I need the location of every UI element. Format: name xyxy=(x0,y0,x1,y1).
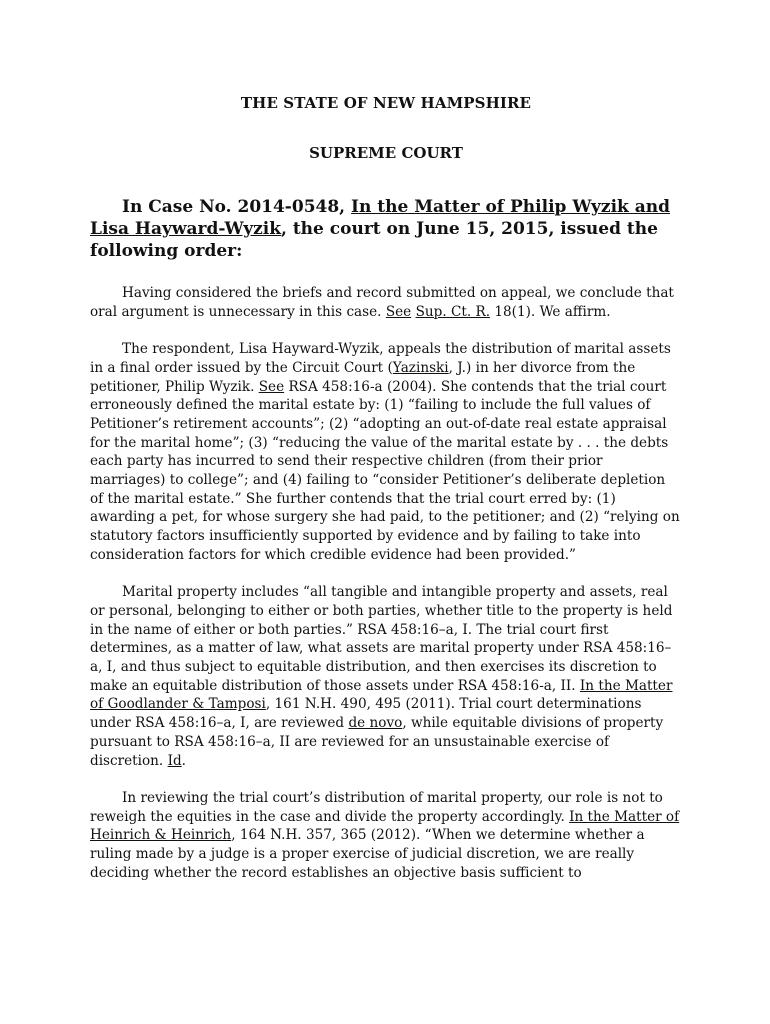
paragraph-2-text-end: RSA 458:16-a (2004). She contends that the trial court erroneously defined the marital estate by: (1) “failing to include the full values of Petitioner’s retirement accounts”; (2) “adopting an out-of-date real estate appraisal for the marital home”; (3) “reducing the value of the marital estate by . . . the debts each party has incurred to send their respective children (from their prior marriages) to college”; and (4) failing to “consider Petitioner’s deliberate depletion of the marital estate.” She further contends that the trial court erred by: (1) awarding a pet, for whose surgery she had paid, to the petitioner; and (2) “relying on statutory factors insufficiently supported by evidence and by failing to take into consideration factors for which credible evidence had been provided.” xyxy=(90,378,680,563)
rule-citation: Sup. Ct. R. xyxy=(415,303,491,320)
paragraph-3-text: Marital property includes “all tangible and intangible property and assets, real or personal, belonging to either or both parties, whether title to the property is held in the name of either or both parties.” RSA 458:16–a, I. The trial court first determines, as a matter of law, what assets are marital property under RSA 458:16–a, I, and thus subject to equitable distribution, and then exercises its discretion to make an equitable distribution of those assets under RSA 458:16-a, II. xyxy=(90,584,673,694)
case-matter-name: In the Matter of Philip Wyzik and Lisa Hayward-Wyzik xyxy=(90,197,670,239)
case-caption-lead: In Case No. 2014-0548, xyxy=(122,197,352,217)
paragraph-4-text: In reviewing the trial court’s distribution of marital property, our role is not to reweigh the equities in the case and divide the property accordingly. xyxy=(90,789,663,825)
paragraph-1 xyxy=(90,284,682,321)
paragraph-4 xyxy=(90,789,682,883)
paragraph-2-text: The respondent, Lisa Hayward-Wyzik, appeals the distribution of marital assets in a final order issued by the Circuit Court ( xyxy=(90,341,671,376)
paragraph-1-text: Having considered the briefs and record submitted on appeal, we conclude that oral argument is unnecessary in this case. xyxy=(90,285,674,320)
paragraph-1-text-end: 18(1). We affirm. xyxy=(490,303,611,320)
paragraph-3-text-end: . xyxy=(181,752,186,769)
case-caption-rest: , the court on June 15, 2015, issued the following order: xyxy=(90,219,658,261)
paragraph-2 xyxy=(90,340,682,564)
case-citation: In the Matter of Goodlander & Tamposi xyxy=(90,677,673,713)
id-citation: Id xyxy=(167,752,182,769)
paragraph-2-text-mid: , J.) in her divorce from the petitioner, Philip Wyzik. xyxy=(90,359,636,395)
see-citation: See xyxy=(258,378,285,395)
paragraph-4-text-end: , 164 N.H. 357, 365 (2012). “When we determine whether a ruling made by a judge is a proper exercise of judicial discretion, we are really deciding whether the record establishes an objective basis sufficient to xyxy=(90,827,645,881)
judge-name: Yazinski xyxy=(392,359,449,376)
paragraph-3-text-mid2: , while equitable divisions of property pursuant to RSA 458:16–a, II are reviewed for an unsustainable exercise of discretion. xyxy=(90,715,664,769)
de-novo-term: de novo xyxy=(348,715,403,732)
state-heading: THE STATE OF NEW HAMPSHIRE xyxy=(240,94,532,112)
case-citation: In the Matter of Heinrich & Heinrich xyxy=(90,808,680,844)
paragraph-3 xyxy=(90,583,682,770)
case-caption xyxy=(90,196,682,262)
see-citation: See xyxy=(385,303,412,320)
paragraph-3-text-mid: , 161 N.H. 490, 495 (2011). Trial court determinations under RSA 458:16–a, I, are reviewed xyxy=(90,696,642,732)
court-heading: SUPREME COURT xyxy=(309,144,463,162)
